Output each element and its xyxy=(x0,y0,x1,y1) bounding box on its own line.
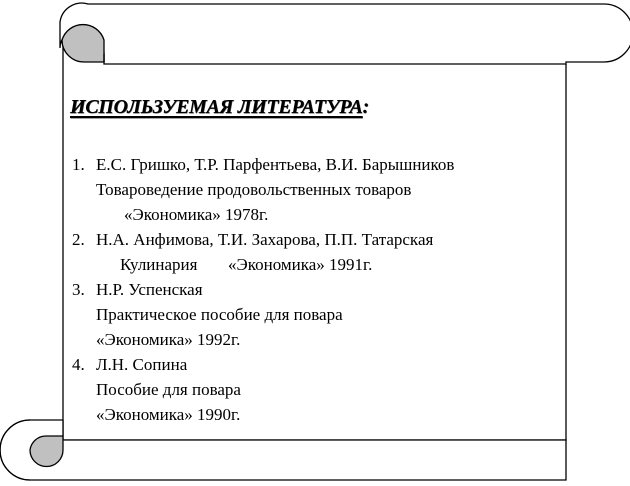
reference-authors: Л.Н. Сопина xyxy=(96,355,188,374)
reference-title: Пособие для повара xyxy=(96,380,241,399)
section-heading xyxy=(70,96,369,119)
reference-number: 3. xyxy=(72,280,85,299)
heading-colon: : xyxy=(362,96,369,118)
reference-authors: Н.Р. Успенская xyxy=(96,280,203,299)
reference-publisher: «Экономика» 1991г. xyxy=(228,255,373,274)
reference-authors: Н.А. Анфимова, Т.И. Захарова, П.П. Татарская xyxy=(96,230,434,249)
reference-title: Товароведение продовольственных товаров xyxy=(96,180,412,199)
reference-number: 2. xyxy=(72,230,85,249)
reference-publisher: «Экономика» 1990г. xyxy=(96,405,241,424)
reference-publisher: «Экономика» 1992г. xyxy=(96,330,241,349)
reference-title: Практическое пособие для повара xyxy=(96,305,343,324)
reference-title: Кулинария xyxy=(120,255,198,274)
reference-publisher: «Экономика» 1978г. xyxy=(124,205,269,224)
heading-text: ИСПОЛЬЗУЕМАЯ ЛИТЕРАТУРА xyxy=(70,96,363,118)
reference-number: 4. xyxy=(72,355,85,374)
reference-number: 1. xyxy=(72,155,85,174)
reference-authors: Е.С. Гришко, Т.Р. Парфентьева, В.И. Барышников xyxy=(96,155,455,174)
